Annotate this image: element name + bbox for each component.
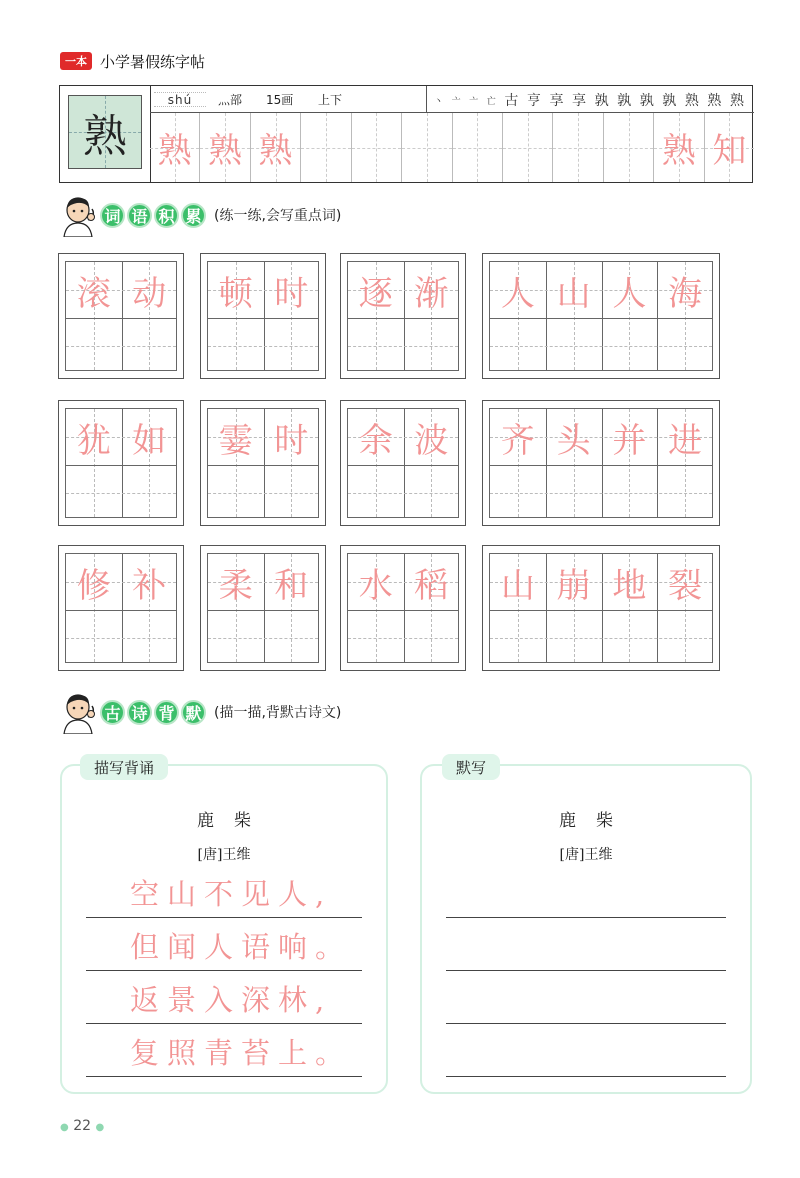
radical: 灬部 xyxy=(218,93,243,107)
trace-character: 进 xyxy=(668,420,703,461)
poem-line[interactable]: 返景入深林, xyxy=(86,974,362,1024)
trace-character: 余 xyxy=(358,420,393,461)
stroke-step: 亡 xyxy=(486,97,496,107)
trace-character: 稻 xyxy=(414,565,449,606)
trace-character: 水 xyxy=(358,565,393,606)
heading-badge: 默 xyxy=(181,700,206,725)
page-number: ● 22 ● xyxy=(60,1118,105,1134)
section-poem-heading xyxy=(58,690,341,734)
trace-character: 滚 xyxy=(76,273,111,314)
trace-character: 头 xyxy=(556,420,591,461)
stroke-step: 孰 xyxy=(662,93,677,109)
heading-badge: 累 xyxy=(181,203,206,228)
heading-badge: 背 xyxy=(154,700,179,725)
trace-character: 时 xyxy=(274,420,309,461)
stroke-order xyxy=(434,90,744,110)
trace-character: 裂 xyxy=(668,565,703,606)
page-header xyxy=(60,50,205,72)
trace-character: 如 xyxy=(132,420,167,461)
trace-character: 崩 xyxy=(556,565,591,606)
trace-tab: 描写背诵 xyxy=(80,754,168,780)
section-hint: (练一练,会写重点词) xyxy=(214,208,342,224)
trace-character: 山 xyxy=(500,565,535,606)
stroke-step: 享 xyxy=(572,93,586,109)
stroke-step: 熟 xyxy=(684,93,699,109)
poem-title: 鹿柴 xyxy=(559,811,633,831)
book-title: 小学暑假练字帖 xyxy=(100,52,206,71)
trace-character: 补 xyxy=(132,565,167,606)
section-hint: (描一描,背默古诗文) xyxy=(214,705,342,721)
stroke-step: 享 xyxy=(549,93,564,109)
stroke-step: 熟 xyxy=(707,93,722,109)
trace-character: 修 xyxy=(76,565,111,606)
trace-character: 犹 xyxy=(76,420,111,461)
poem-line[interactable]: 空山不见人, xyxy=(86,868,362,918)
word-practice-box[interactable] xyxy=(200,400,326,526)
stroke-count: 15画 xyxy=(266,93,294,107)
model-character-box xyxy=(68,95,142,169)
poem-author: [唐]王维 xyxy=(197,847,251,863)
stroke-step: 孰 xyxy=(617,93,632,109)
stroke-step: 孰 xyxy=(594,93,609,109)
practice-cell[interactable]: 熟 xyxy=(653,113,703,182)
blank-writing-line[interactable] xyxy=(446,868,726,918)
poem-dictation-card xyxy=(420,758,752,1094)
stroke-step: 亠 xyxy=(451,97,461,107)
word-practice-box[interactable] xyxy=(340,545,466,671)
trace-character: 人 xyxy=(612,273,647,314)
trace-character: 逐 xyxy=(358,273,393,314)
practice-cell[interactable]: 知 xyxy=(704,113,754,182)
practice-cells xyxy=(150,113,754,182)
blank-writing-line[interactable] xyxy=(446,1027,726,1077)
word-practice-box[interactable] xyxy=(482,400,720,526)
stroke-step: 丶 xyxy=(434,97,444,107)
heading-badge: 语 xyxy=(127,203,152,228)
character-strip xyxy=(59,85,753,183)
boy-thinking-icon xyxy=(58,690,104,734)
trace-character: 渐 xyxy=(414,273,449,314)
trace-character: 时 xyxy=(274,273,309,314)
model-character: 熟 xyxy=(83,111,127,162)
word-practice-box[interactable] xyxy=(482,253,720,379)
trace-character: 顿 xyxy=(218,273,253,314)
practice-cell[interactable] xyxy=(552,113,602,182)
trace-character: 动 xyxy=(132,273,167,314)
practice-cell[interactable]: 熟 xyxy=(199,113,249,182)
practice-cell[interactable] xyxy=(401,113,451,182)
word-practice-box[interactable] xyxy=(340,400,466,526)
practice-cell[interactable]: 熟 xyxy=(250,113,300,182)
word-practice-box[interactable] xyxy=(58,253,184,379)
heading-badge: 积 xyxy=(154,203,179,228)
poem-line[interactable]: 但闻人语响。 xyxy=(86,921,362,971)
trace-character: 海 xyxy=(668,273,703,314)
trace-character: 柔 xyxy=(218,565,253,606)
trace-character: 和 xyxy=(274,565,309,606)
practice-cell[interactable] xyxy=(502,113,552,182)
stroke-step: 熟 xyxy=(729,93,744,109)
blank-writing-line[interactable] xyxy=(446,921,726,971)
word-practice-box[interactable] xyxy=(340,253,466,379)
trace-character: 霎 xyxy=(218,420,253,461)
poem-author: [唐]王维 xyxy=(559,847,613,863)
heading-badge: 词 xyxy=(100,203,125,228)
character-info-row xyxy=(150,86,754,113)
word-practice-box[interactable] xyxy=(58,545,184,671)
stroke-step: 古 xyxy=(504,93,519,109)
trace-character: 山 xyxy=(556,273,591,314)
trace-character: 地 xyxy=(612,565,647,606)
stroke-step: 亠 xyxy=(469,97,479,107)
practice-cell[interactable] xyxy=(351,113,401,182)
word-practice-box[interactable] xyxy=(482,545,720,671)
practice-cell[interactable]: 熟 xyxy=(150,113,199,182)
trace-character: 波 xyxy=(414,420,449,461)
pinyin: shú xyxy=(150,86,210,113)
blank-writing-line[interactable] xyxy=(446,974,726,1024)
stroke-step: 孰 xyxy=(639,93,654,109)
poem-title: 鹿柴 xyxy=(197,811,271,831)
brand-logo: 一本 xyxy=(60,52,92,70)
heading-badge: 古 xyxy=(100,700,125,725)
section-vocabulary-heading xyxy=(58,193,341,237)
word-practice-box[interactable] xyxy=(200,545,326,671)
word-practice-box[interactable] xyxy=(58,400,184,526)
structure: 上下 xyxy=(318,93,343,107)
stroke-step: 亨 xyxy=(526,93,541,109)
practice-cell[interactable] xyxy=(603,113,653,182)
poem-trace-card xyxy=(60,758,388,1094)
heading-badge: 诗 xyxy=(127,700,152,725)
poem-line[interactable]: 复照青苔上。 xyxy=(86,1027,362,1077)
boy-thinking-icon xyxy=(58,193,104,237)
practice-cell[interactable] xyxy=(452,113,502,182)
word-practice-box[interactable] xyxy=(200,253,326,379)
trace-character: 人 xyxy=(500,273,535,314)
trace-character: 齐 xyxy=(500,420,535,461)
trace-character: 并 xyxy=(612,420,647,461)
dictation-tab: 默写 xyxy=(442,754,500,780)
practice-cell[interactable] xyxy=(300,113,350,182)
